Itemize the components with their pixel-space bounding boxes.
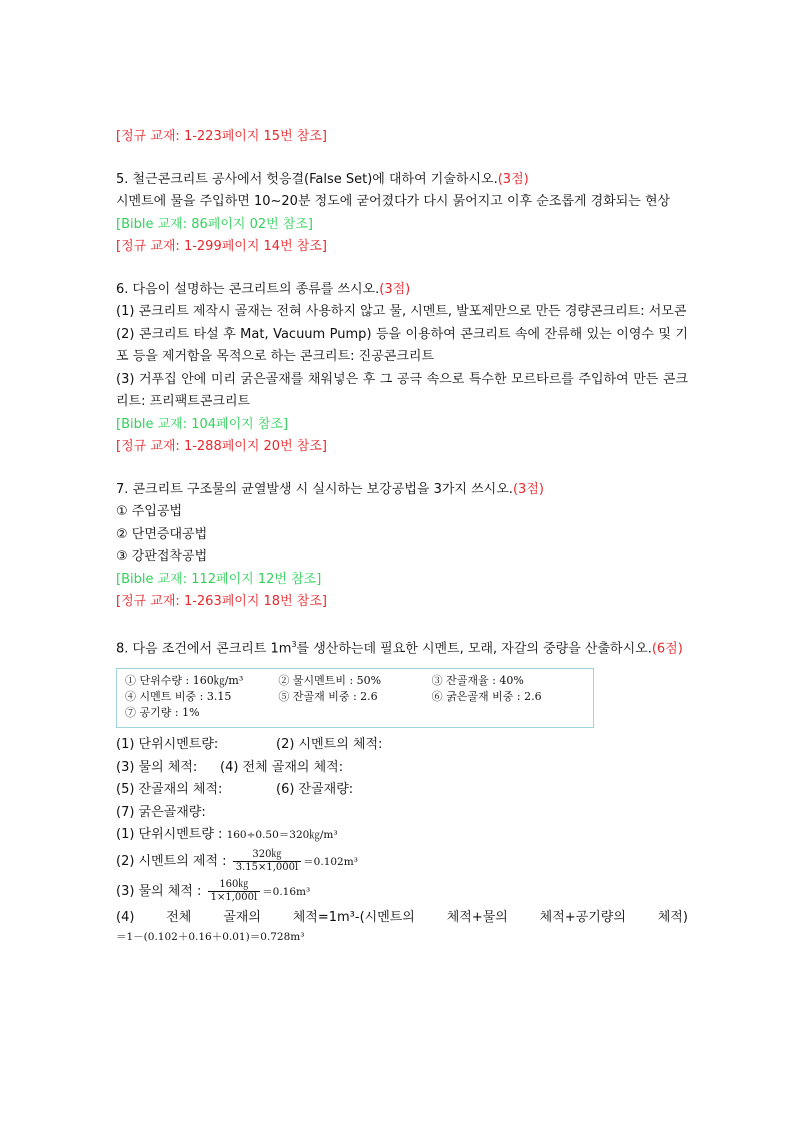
solution-2: (2) 시멘트의 제적 : $\frac{320㎏}{3.15\times 1,000l}$ ＝0.102m³	[116, 848, 358, 873]
condition-item: ① 단위수량 : 160㎏/m³	[125, 674, 244, 688]
condition-item: ④ 시멘트 비중 : 3.15	[125, 690, 232, 704]
condition-item: ⑥ 굵은골재 비중 : 2.6	[431, 690, 542, 704]
conditions-box	[116, 668, 594, 728]
condition-item: ⑤ 잔골재 비중 : 2.6	[278, 690, 378, 704]
points: (3점)	[379, 281, 411, 297]
reference-bible: [Bible 교재: 86페이지 02번 참조]	[116, 216, 313, 232]
reference-standard: [정규 교재: 1-263페이지 18번 참조]	[116, 594, 327, 609]
question-8: 8. 다음 조건에서 콘크리트 $1m^3$를 생산하는데 필요한 시멘트, 모래, 자갈의 중량을 산출하시오.(6점)	[116, 639, 683, 656]
answer-6-3: (3) 거푸집 안에 미리 굵은골재를 채워넣은 후 그 공극 속으로 특수한 모르타르를 주입하여 만든 콘크리트: 프리팩트콘크리트	[116, 371, 688, 409]
item-label: (2) 시멘트의 체적:	[276, 737, 383, 753]
answer-7-3: ③ 강판접착공법	[116, 549, 208, 564]
item-label: (3) 물의 체적:	[116, 759, 198, 775]
solution-3: (3) 물의 체적 : $\frac{160㎏}{1\times 1,000l}$ ＝0.16m³	[116, 878, 311, 903]
document-page	[116, 126, 688, 945]
answer-6-1: (1) 콘크리트 제작시 골재는 전혀 사용하지 않고 물, 시멘트, 발포제만으로 만든 경량콘크리트: 서모콘	[116, 304, 687, 319]
condition-item: ⑦ 공기량 : 1%	[125, 706, 200, 720]
condition-item: ③ 잔골재율 : 40%	[431, 674, 524, 688]
solution-4-expr: ＝1－(0.102＋0.16＋0.01)＝0.728m³	[116, 931, 305, 944]
answer-7-2: ② 단면증대공법	[116, 526, 208, 542]
fraction: $\frac{320㎏}{3.15\times 1,000l}$	[233, 849, 301, 874]
question-text: 6. 다음이 설명하는 콘크리트의 종류를 쓰시오.	[116, 281, 380, 297]
answer-6-2: (2) 콘크리트 타설 후 Mat, Vacuum Pump) 등을 이용하여 콘크리트 속에 잔류해 있는 이영수 및 기포 등을 제거함을 목적으로 하는 콘크리트: 진공콘크리트	[116, 326, 688, 364]
answer-5: 시멘트에 물을 주입하면 10~20분 정도에 굳어졌다가 다시 묽어지고 이후 순조롭게 경화되는 현상	[116, 194, 671, 209]
reference-standard: [정규 교재: 1-288페이지 20번 참조]	[116, 439, 327, 454]
question-6	[116, 279, 688, 302]
solution-1: (1) 단위시멘트량 : 160÷0.50＝320㎏/m³	[116, 827, 338, 843]
question-5	[116, 169, 688, 192]
reference-standard: [정규 교재: 1-299페이지 14번 참조]	[116, 239, 327, 254]
item-label: (5) 잔골재의 체적:	[116, 782, 223, 798]
question-7	[116, 479, 688, 502]
reference-standard: [정규 교재: 1-223페이지 15번 참조]	[116, 129, 327, 144]
item-label: (4) 전체 골재의 체적:	[220, 759, 344, 775]
answer-7-1: ① 주입공법	[116, 504, 183, 519]
reference-bible: [Bible 교재: 112페이지 12번 참조]	[116, 571, 322, 587]
question-text: 7. 콘크리트 구조물의 균열발생 시 실시하는 보강공법을 3가지 쓰시오.	[116, 481, 513, 497]
item-label: (1) 단위시멘트량:	[116, 737, 219, 753]
reference-bible: [Bible 교재: 104페이지 참조]	[116, 416, 289, 432]
condition-item: ② 물시멘트비 : 50%	[278, 674, 382, 688]
points: (6점)	[651, 640, 683, 656]
item-label: (7) 굵은골재량:	[116, 804, 206, 820]
question-text: 5. 철근콘크리트 공사에서 헛응결(False Set)에 대하여 기술하시오.	[116, 171, 498, 187]
item-label: (6) 잔골재량:	[276, 782, 354, 798]
points: (3점)	[497, 171, 529, 187]
points: (3점)	[512, 481, 544, 497]
fraction: $\frac{160㎏}{1\times 1,000l}$	[208, 879, 261, 904]
solution-4: (4) 전체 골재의 체적=1m³-(시멘트의 체적+물의 체적+공기량의 체적)	[116, 909, 688, 925]
